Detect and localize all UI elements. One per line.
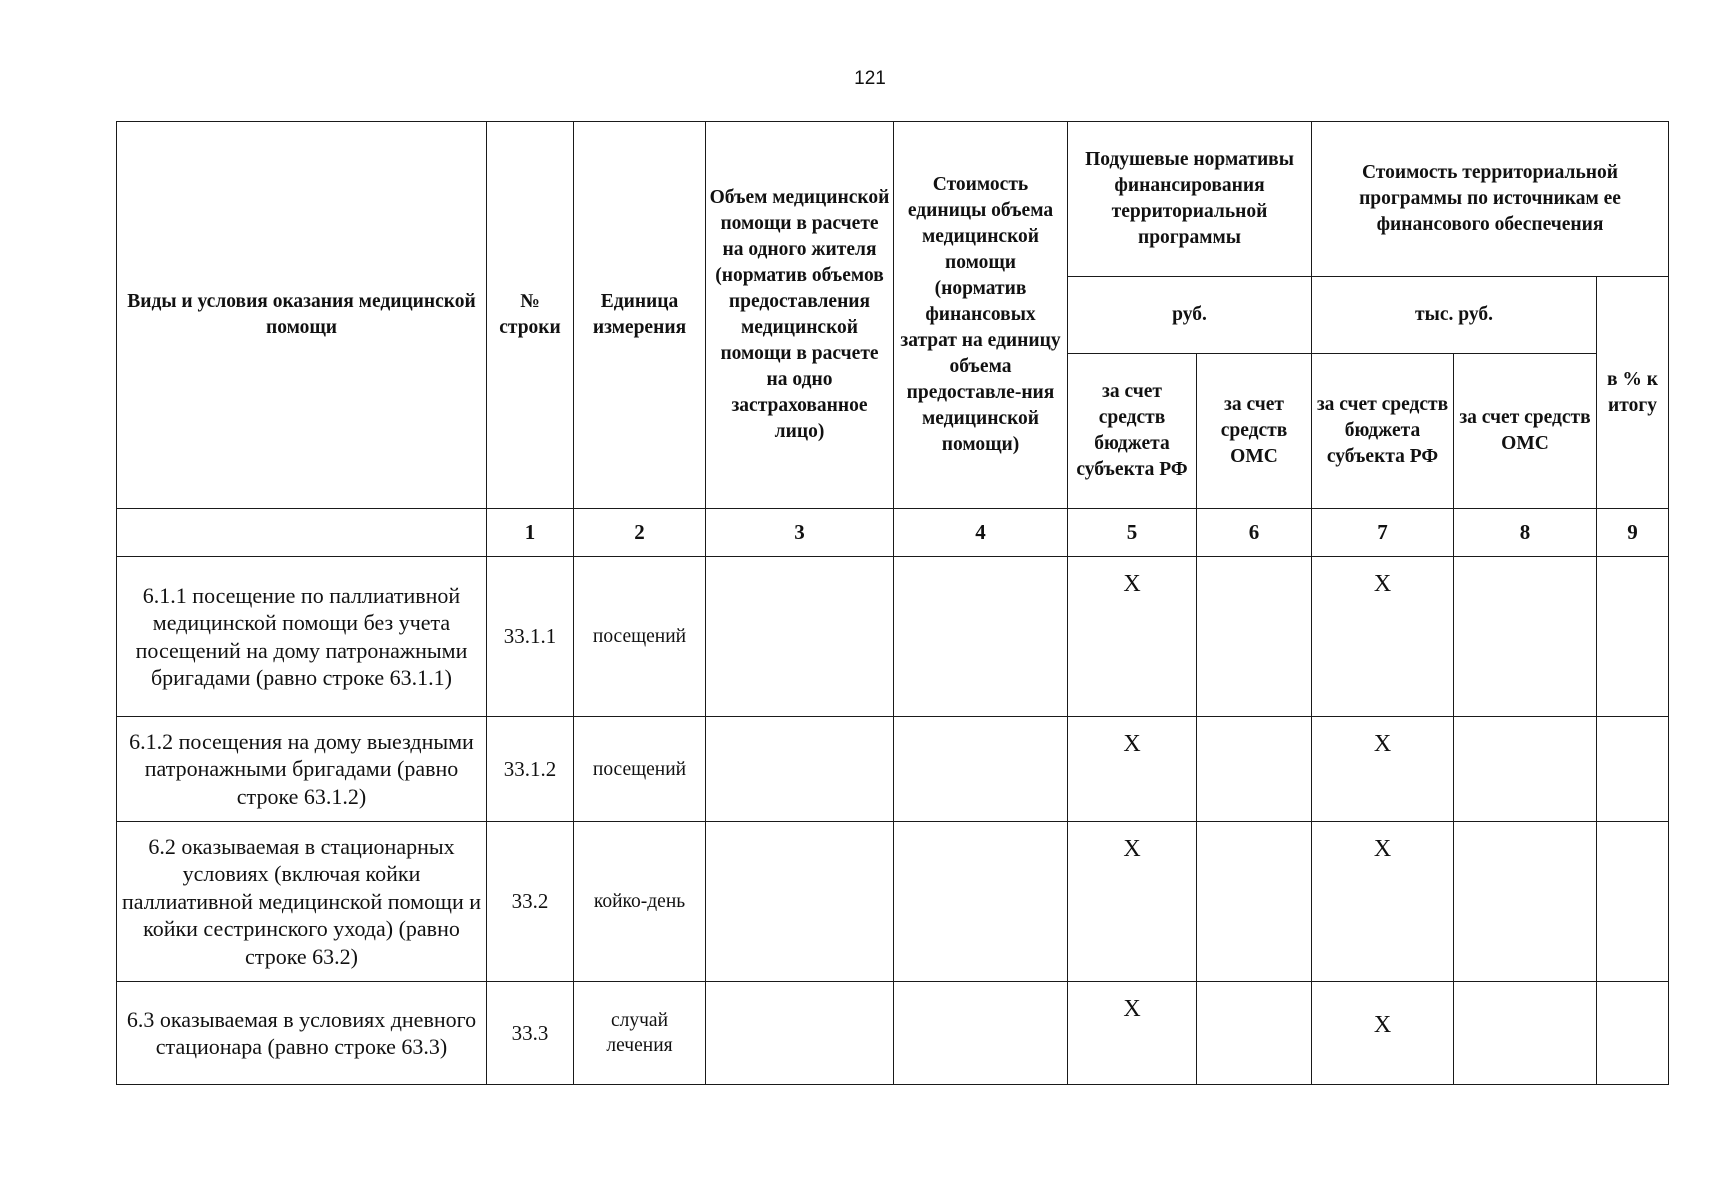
header-row-no: № строки [487,122,574,509]
cell-volume [706,557,894,717]
cell-thousand-oms [1454,557,1597,717]
cell-percent [1597,822,1669,982]
cell-unit-cost [894,822,1068,982]
header-unit-cost: Стоимость единицы объема медицинской помощи (норматив финансовых затрат на единицу объема предоставле-ния медицинской помощи) [894,122,1068,509]
cell-thousand-budget: X [1312,822,1454,982]
cell-rub-budget: X [1068,557,1197,717]
cell-rub-oms [1197,717,1312,822]
column-number: 9 [1597,509,1669,557]
header-unit: Единица измерения [574,122,706,509]
column-number-blank [117,509,487,557]
header-types: Виды и условия оказания медицинской помощи [117,122,487,509]
header-program-cost: Стоимость территориальной программы по источникам ее финансового обеспечения [1312,122,1669,277]
financing-table [116,121,1669,1085]
column-number: 4 [894,509,1068,557]
column-number: 7 [1312,509,1454,557]
cell-rub-budget: X [1068,982,1197,1085]
cell-percent [1597,982,1669,1085]
header-per-capita: Подушевые нормативы финансирования территориальной программы [1068,122,1312,277]
row-unit: случай лечения [574,982,706,1085]
row-code: 33.3 [487,982,574,1085]
header-rub: руб. [1068,277,1312,354]
cell-rub-oms [1197,557,1312,717]
cell-unit-cost [894,557,1068,717]
cell-percent [1597,717,1669,822]
cell-thousand-oms [1454,982,1597,1085]
page-number: 121 [854,68,886,89]
row-code: 33.1.1 [487,557,574,717]
cell-thousand-budget: X [1312,557,1454,717]
column-number: 5 [1068,509,1197,557]
table-row [117,982,1669,1085]
header-thousand-budget: за счет средств бюджета субъекта РФ [1312,354,1454,509]
header-thousand-rub: тыс. руб. [1312,277,1597,354]
row-unit: посещений [574,717,706,822]
header-percent-total: в % к итогу [1597,277,1669,509]
column-number: 1 [487,509,574,557]
header-rub-oms: за счет средств ОМС [1197,354,1312,509]
cell-unit-cost [894,717,1068,822]
table-row [117,717,1669,822]
column-number: 3 [706,509,894,557]
row-code: 33.1.2 [487,717,574,822]
cell-thousand-budget: X [1312,982,1454,1085]
cell-percent [1597,557,1669,717]
cell-thousand-budget: X [1312,717,1454,822]
cell-rub-budget: X [1068,717,1197,822]
cell-thousand-oms [1454,822,1597,982]
header-volume: Объем медицинской помощи в расчете на одного жителя (норматив объемов предоставления медицинской помощи в расчете на одно застрахованное лицо) [706,122,894,509]
row-name: 6.1.1 посещение по паллиативной медицинской помощи без учета посещений на дому патронажными бригадами (равно строке 63.1.1) [117,557,487,717]
cell-unit-cost [894,982,1068,1085]
table-row [117,557,1669,717]
row-name: 6.2 оказываемая в стационарных условиях (включая койки паллиативной медицинской помощи и койки сестринского ухода) (равно строке 63.2) [117,822,487,982]
cell-volume [706,982,894,1085]
column-number: 2 [574,509,706,557]
row-unit: посещений [574,557,706,717]
column-number-row [117,509,1669,557]
cell-rub-oms [1197,982,1312,1085]
row-code: 33.2 [487,822,574,982]
cell-volume [706,822,894,982]
row-name: 6.3 оказываемая в условиях дневного стационара (равно строке 63.3) [117,982,487,1085]
cell-rub-oms [1197,822,1312,982]
table-row [117,822,1669,982]
header-rub-budget: за счет средств бюджета субъекта РФ [1068,354,1197,509]
row-name: 6.1.2 посещения на дому выездными патронажными бригадами (равно строке 63.1.2) [117,717,487,822]
column-number: 6 [1197,509,1312,557]
row-unit: койко-день [574,822,706,982]
column-number: 8 [1454,509,1597,557]
cell-rub-budget: X [1068,822,1197,982]
cell-volume [706,717,894,822]
cell-thousand-oms [1454,717,1597,822]
header-thousand-oms: за счет средств ОМС [1454,354,1597,509]
